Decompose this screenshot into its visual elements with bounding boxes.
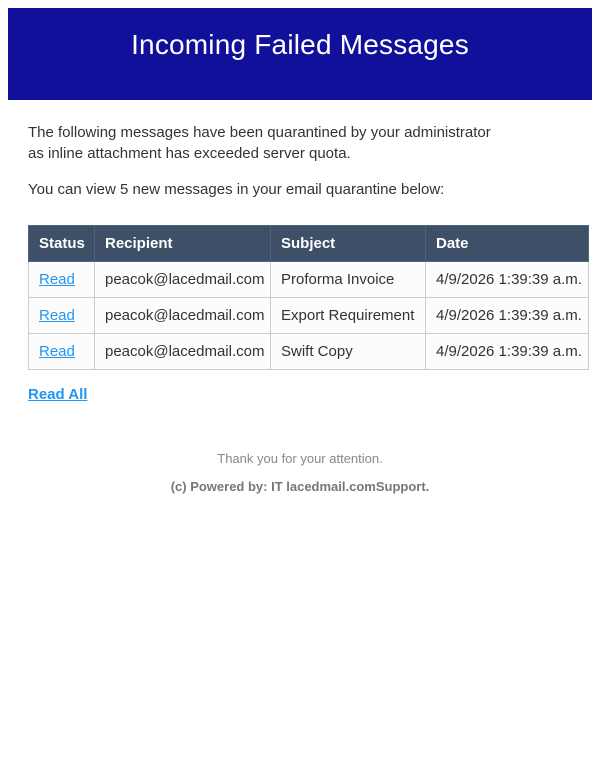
status-cell	[29, 298, 95, 334]
page-banner	[8, 8, 592, 100]
quarantine-table-body	[29, 262, 589, 370]
column-header-date: Date	[426, 226, 589, 262]
table-row	[29, 334, 589, 370]
table-row	[29, 262, 589, 298]
intro-paragraph: The following messages have been quarantined by your administrator as inline attachment has exceeded server quota.	[28, 124, 491, 162]
footer-powered-by-text: (c) Powered by: IT lacedmail.comSupport.	[170, 479, 430, 494]
page-title: Incoming Failed Messages	[131, 29, 469, 60]
date-cell: 4/9/2026 1:39:39 a.m.	[426, 298, 589, 334]
recipient-cell: peacok@lacedmail.com	[95, 298, 271, 334]
status-cell	[29, 262, 95, 298]
date-cell: 4/9/2026 1:39:39 a.m.	[426, 334, 589, 370]
status-cell	[29, 334, 95, 370]
main-content	[8, 122, 592, 403]
quarantine-table-head	[29, 226, 589, 262]
quarantine-table	[28, 225, 589, 370]
recipient-cell: peacok@lacedmail.com	[95, 334, 271, 370]
table-header-row	[29, 226, 589, 262]
recipient-cell: peacok@lacedmail.com	[95, 262, 271, 298]
subject-cell: Swift Copy	[271, 334, 426, 370]
read-all-wrap	[28, 386, 592, 403]
footer-thanks-text: Thank you for your attention.	[217, 451, 383, 466]
table-row	[29, 298, 589, 334]
read-link[interactable]: Read	[39, 271, 75, 288]
read-link[interactable]: Read	[39, 343, 75, 360]
date-cell: 4/9/2026 1:39:39 a.m.	[426, 262, 589, 298]
column-header-status: Status	[29, 226, 95, 262]
subject-cell: Export Requirement	[271, 298, 426, 334]
column-header-subject: Subject	[271, 226, 426, 262]
subject-cell: Proforma Invoice	[271, 262, 426, 298]
quarantine-count-text: You can view 5 new messages in your email quarantine below:	[28, 181, 445, 198]
read-link[interactable]: Read	[39, 307, 75, 324]
column-header-recipient: Recipient	[95, 226, 271, 262]
read-all-link[interactable]: Read All	[28, 386, 88, 403]
